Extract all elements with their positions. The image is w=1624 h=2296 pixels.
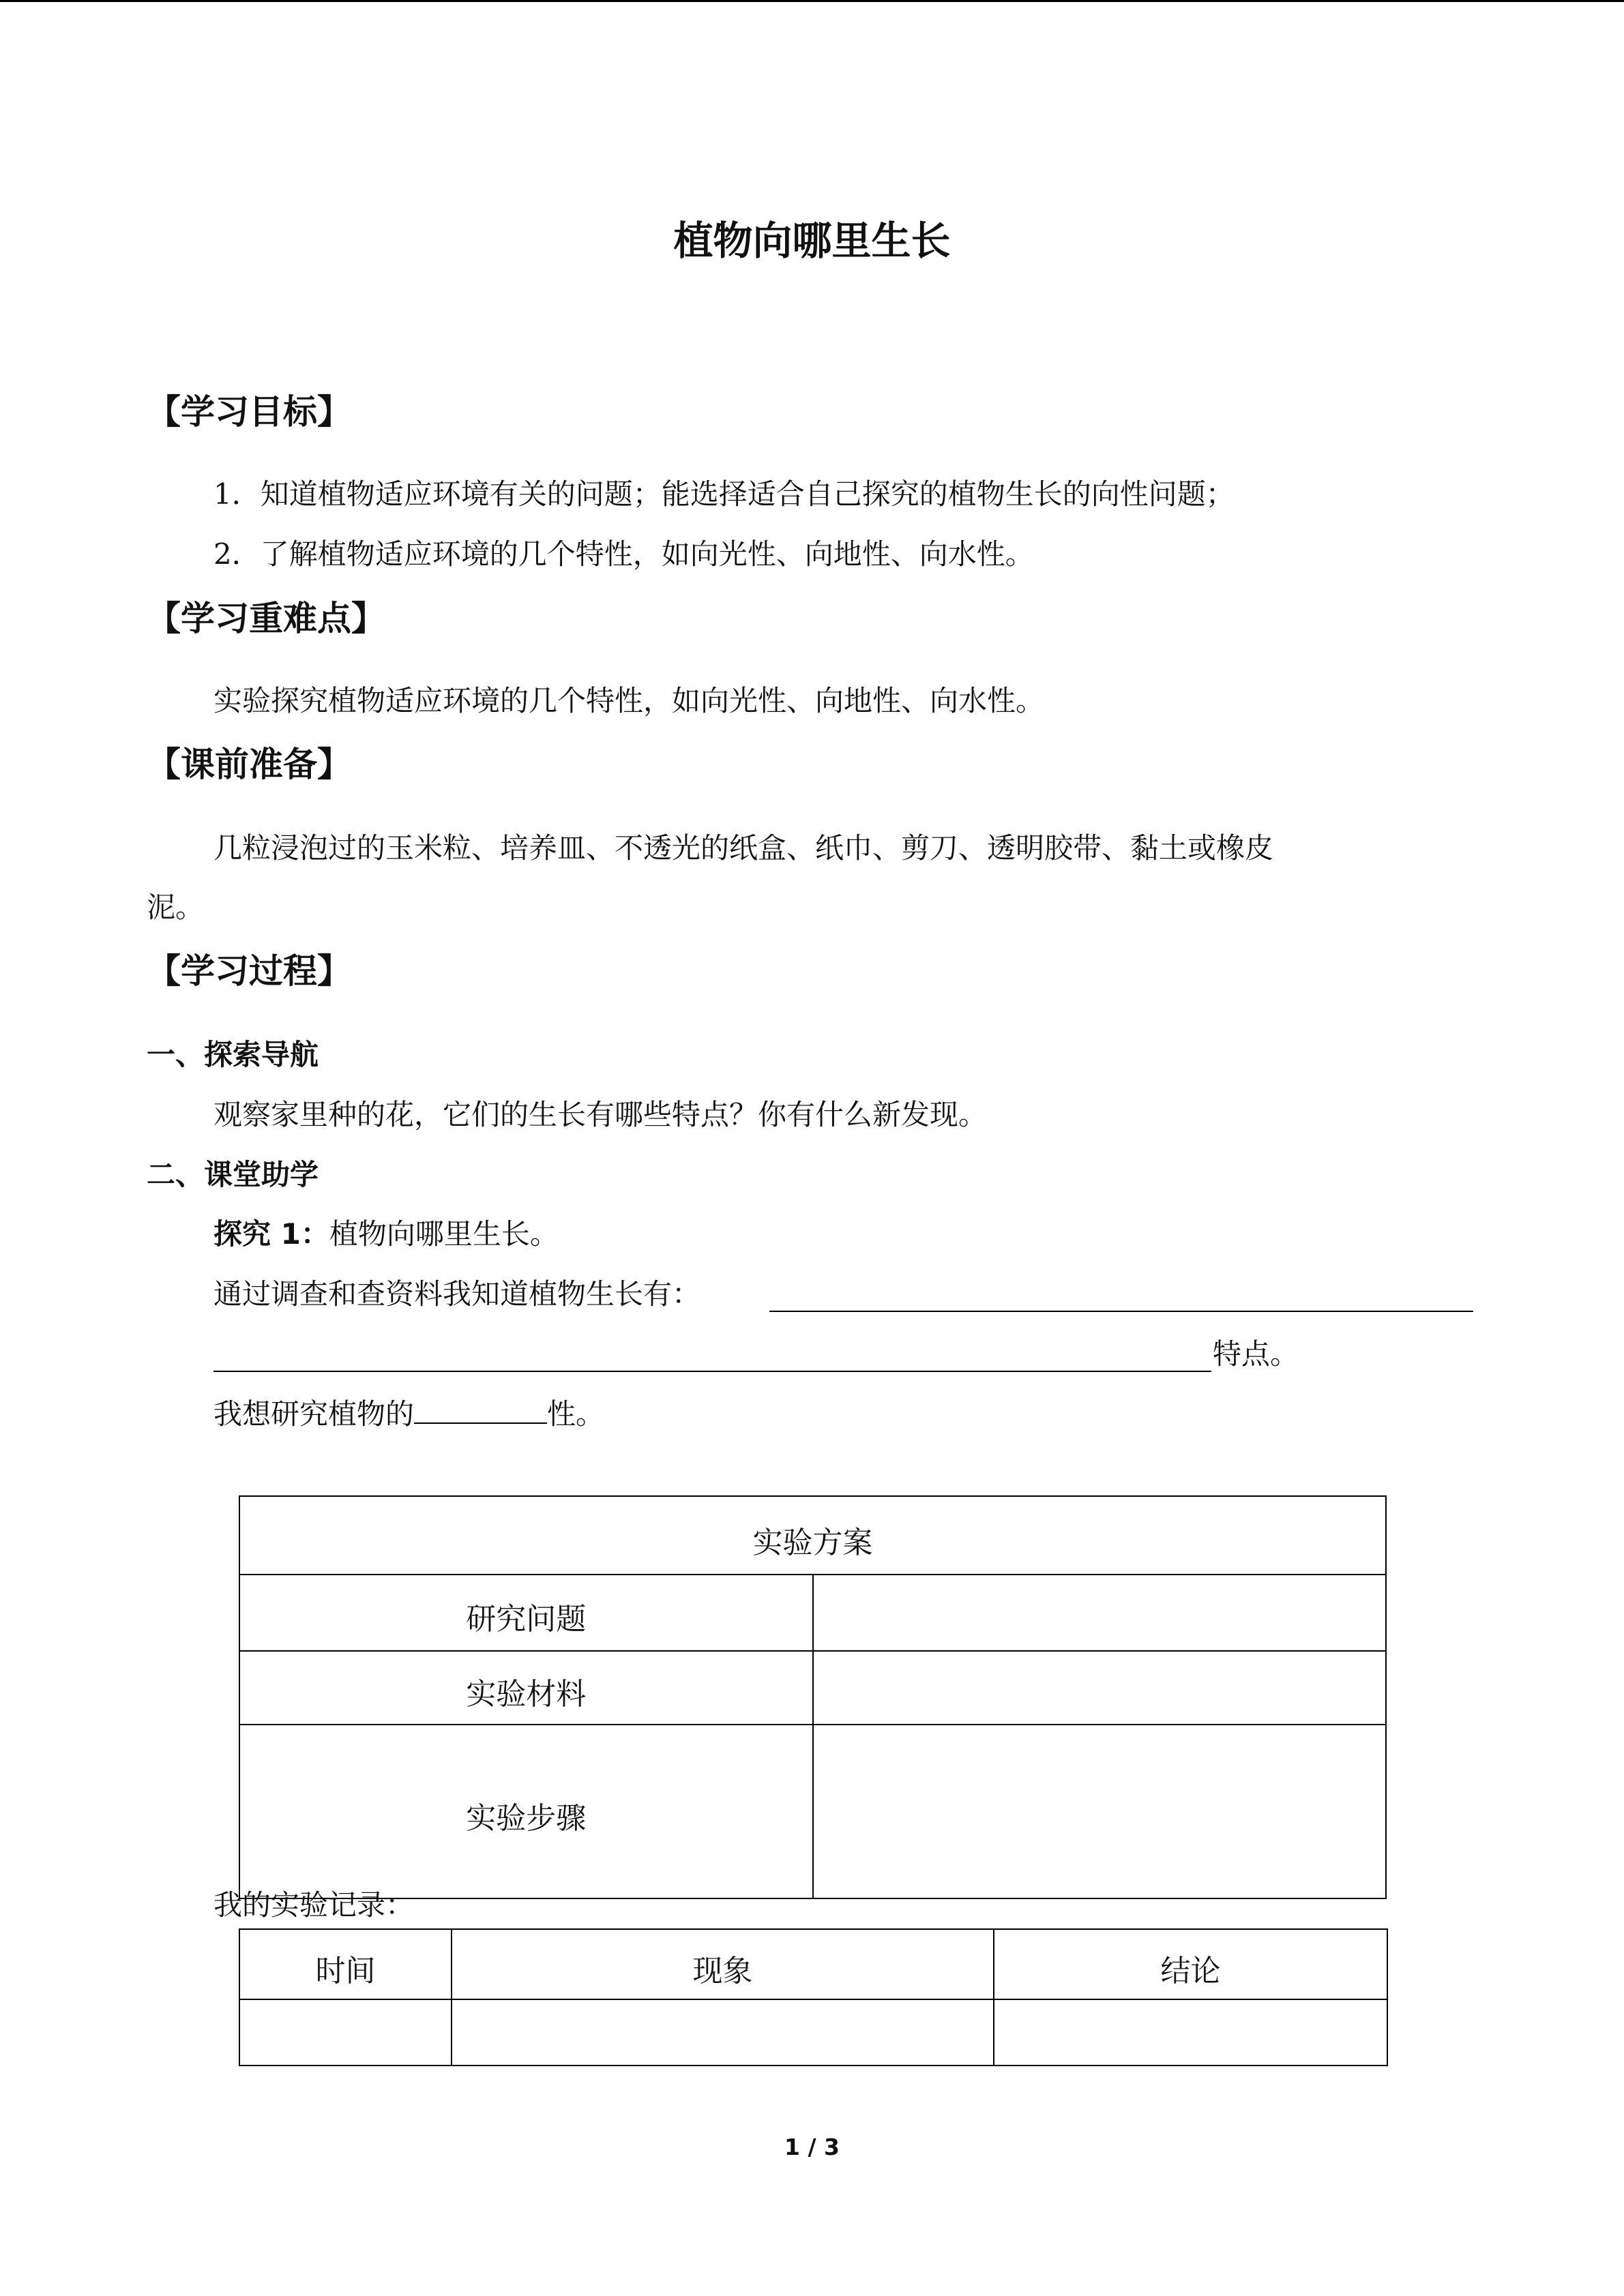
record-header-conclusion: 结论 (994, 1929, 1387, 1999)
goal-item-1: 1．知道植物适应环境有关的问题；能选择适合自己探究的植物生长的向性问题； (213, 477, 1235, 511)
goal-item-2: 2．了解植物适应环境的几个特性，如向光性、向地性、向水性。 (213, 537, 1034, 571)
record-cell-time[interactable] (239, 1999, 452, 2066)
explore-1-label: 探究 1： (213, 1217, 329, 1251)
plan-label-question: 研究问题 (239, 1575, 813, 1651)
plan-table-header: 实验方案 (239, 1496, 1386, 1575)
fill2-line (213, 1395, 604, 1433)
record-cell-phenomenon[interactable] (452, 1999, 994, 2066)
plan-cell-question[interactable] (813, 1575, 1387, 1651)
plan-label-steps: 实验步骤 (239, 1725, 813, 1898)
explore-1-line (213, 1215, 559, 1253)
experiment-record-table (239, 1928, 1388, 2066)
section-heading-preparation: 【课前准备】 (147, 745, 351, 784)
section-heading-key-points: 【学习重难点】 (147, 599, 385, 638)
page-number: 1 / 3 (784, 2134, 840, 2160)
record-header-time: 时间 (239, 1929, 452, 1999)
part1-text: 观察家里种的花，它们的生长有哪些特点？你有什么新发现。 (213, 1098, 988, 1131)
fill2-blank[interactable] (414, 1398, 547, 1424)
key-points-text: 实验探究植物适应环境的几个特性，如向光性、向地性、向水性。 (213, 684, 1045, 717)
fill2-prefix: 我想研究植物的 (213, 1397, 415, 1431)
record-header-phenomenon: 现象 (452, 1929, 994, 1999)
plan-cell-steps[interactable] (813, 1725, 1387, 1898)
fill1-blank-line-a[interactable] (769, 1311, 1473, 1312)
fill2-suffix: 性。 (547, 1397, 605, 1431)
plan-cell-materials[interactable] (813, 1651, 1387, 1725)
record-cell-conclusion[interactable] (994, 1999, 1387, 2066)
experiment-plan-table (239, 1495, 1387, 1899)
part1-heading: 一、探索导航 (147, 1038, 319, 1071)
explore-1-text: 植物向哪里生长。 (329, 1217, 559, 1251)
part2-heading: 二、课堂助学 (147, 1158, 319, 1191)
record-label: 我的实验记录： (213, 1888, 415, 1922)
preparation-text-line2: 泥。 (147, 891, 205, 924)
preparation-text-line1: 几粒浸泡过的玉米粒、培养皿、不透光的纸盒、纸巾、剪刀、透明胶带、黏土或橡皮 (213, 831, 1274, 865)
plan-label-materials: 实验材料 (239, 1651, 813, 1725)
fill1-suffix: 特点。 (1213, 1337, 1299, 1371)
page-top-border (0, 0, 1624, 2)
page-title: 植物向哪里生长 (673, 218, 951, 264)
fill1-blank-line-b[interactable] (213, 1371, 1211, 1372)
section-heading-goals: 【学习目标】 (147, 392, 351, 432)
section-heading-process: 【学习过程】 (147, 951, 351, 991)
fill1-prefix: 通过调查和查资料我知道植物生长有： (213, 1277, 701, 1311)
